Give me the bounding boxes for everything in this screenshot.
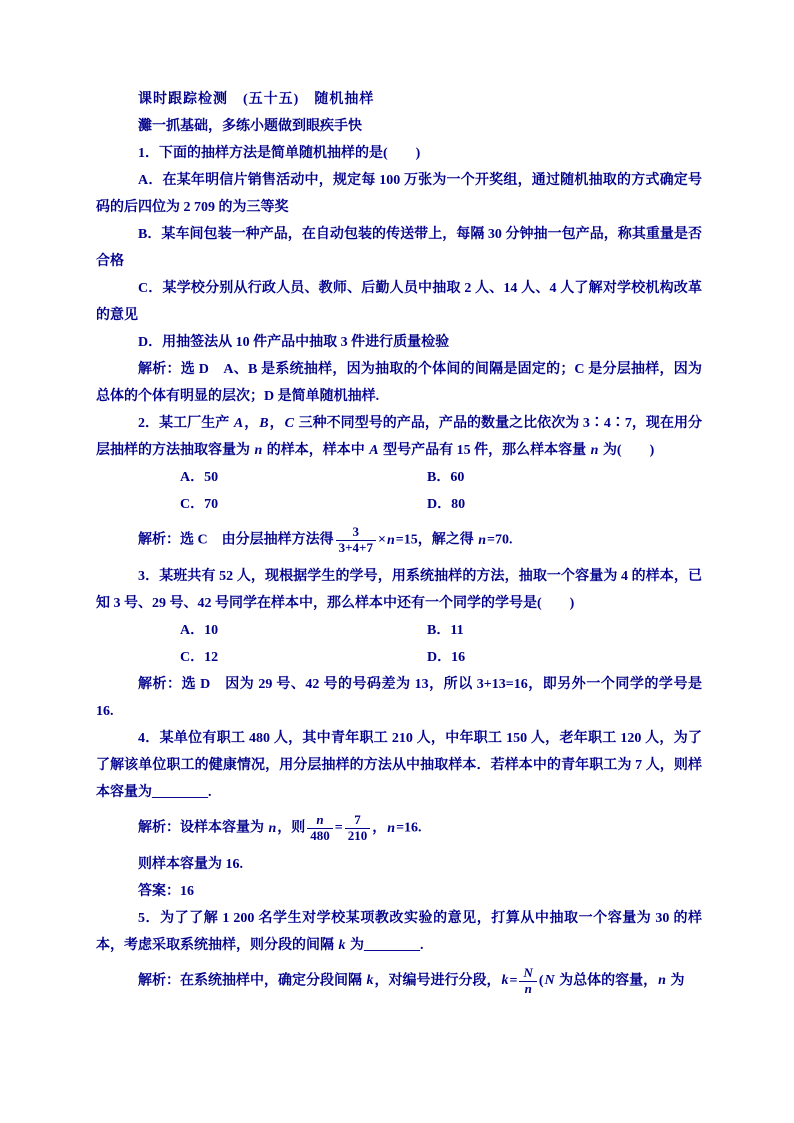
q2-option-row-ab bbox=[96, 464, 702, 491]
q2-analysis: 解析：选 C 由分层抽样方法得 $\frac{3}{3+4+7}$ ×n=15，解之得 n=70. bbox=[138, 524, 513, 555]
fraction: $\frac{n}{480}$ bbox=[307, 813, 333, 844]
q3-option-row-ab-left: A．10 bbox=[180, 622, 219, 638]
q4-conclusion: 则样本容量为 16. bbox=[138, 856, 243, 872]
q4-stem: 4．某单位有职工 480 人，其中青年职工 210 人，中年职工 150 人，老年职工 120 人，为了了解该单位职工的健康情况，用分层抽样的方法从中抽取样本．若样本中的青年职工为 7 人，则样本容量为________. bbox=[96, 730, 702, 800]
q2-stem: 2．某工厂生产 A，B，C 三种不同型号的产品，产品的数量之比依次为 3∶4∶7，现在用分层抽样的方法抽取容量为 n 的样本，样本中 A 型号产品有 15 件，那么样本容量 n 为( ) bbox=[96, 416, 703, 458]
math-variable: n bbox=[478, 532, 487, 548]
q2-option-row-ab-left: A．50 bbox=[180, 470, 219, 485]
document-content bbox=[96, 86, 702, 1004]
fraction: $\frac{N}{n}$ bbox=[519, 966, 536, 997]
math-variable: A bbox=[369, 443, 379, 458]
q3-option-row-ab-right: B．11 bbox=[427, 622, 464, 638]
q2-option-row-cd-left: C．70 bbox=[180, 497, 219, 512]
math-variable: k bbox=[338, 937, 346, 953]
section-subtitle: 灘一抓基础，多练小题做到眼疾手快 bbox=[138, 119, 362, 134]
q1-option-c: C．某学校分别从行政人员、教师、后勤人员中抽取 2 人、14 人、4 人了解对学校机构改革的意见 bbox=[96, 281, 702, 323]
fraction: $\frac{3}{3+4+7}$ bbox=[336, 525, 376, 556]
math-variable: n bbox=[658, 973, 666, 989]
q1-option-a: A．在某年明信片销售活动中，规定每 100 万张为一个开奖组，通过随机抽取的方式确定号码的后四位为 2 709 的为三等奖 bbox=[96, 173, 702, 215]
q1-option-b: B．某车间包装一种产品，在自动包装的传送带上，每隔 30 分钟抽一包产品，称其重量是否合格 bbox=[96, 227, 702, 269]
q3-option-row-cd-left: C．12 bbox=[180, 649, 219, 665]
q4-analysis: 解析：设样本容量为 n，则 $\frac{n}{480}$ = $\frac{7}{210}$ ，n=16. bbox=[138, 811, 422, 843]
math-variable: n bbox=[254, 443, 263, 458]
math-variable: k bbox=[501, 973, 509, 989]
fraction: $\frac{7}{210}$ bbox=[345, 813, 371, 844]
q4-answer: 答案：16 bbox=[138, 883, 194, 899]
q3-option-row-ab bbox=[96, 617, 702, 644]
math-variable: k bbox=[366, 973, 374, 989]
math-variable: n bbox=[387, 820, 396, 836]
q3-stem: 3．某班共有 52 人，现根据学生的学号，用系统抽样的方法，抽取一个容量为 4 的样本，已知 3 号、29 号、42 号同学在样本中，那么样本中还有一个同学的学号是( ) bbox=[96, 568, 702, 611]
math-variable: N bbox=[544, 973, 555, 989]
q2-option-row-cd bbox=[96, 491, 702, 518]
q1-analysis: 解析：选 D A、B 是系统抽样，因为抽取的个体间的间隔是固定的；C 是分层抽样，因为总体的个体有明显的层次；D 是简单随机抽样. bbox=[96, 362, 702, 404]
math-variable: n bbox=[590, 443, 599, 458]
math-variable: C bbox=[284, 416, 294, 431]
math-variable: n bbox=[268, 820, 277, 836]
q2-option-row-ab-right: B．60 bbox=[427, 470, 465, 485]
document-title: 课时跟踪检测 (五十五) 随机抽样 bbox=[138, 92, 375, 107]
q5-stem: 5．为了了解 1 200 名学生对学校某项教改实验的意见，打算从中抽取一个容量为 30 的样本，考虑采取系统抽样，则分段的间隔 k 为________. bbox=[96, 910, 702, 953]
q5-analysis: 解析：在系统抽样中，确定分段间隔 k，对编号进行分段，k= $\frac{N}{n}$ (N 为总体的容量，n 为 bbox=[138, 964, 685, 996]
math-variable: n bbox=[386, 532, 395, 548]
paragraph-list bbox=[96, 140, 702, 1004]
q3-option-row-cd bbox=[96, 644, 702, 671]
q1-option-d: D．用抽签法从 10 件产品中抽取 3 件进行质量检验 bbox=[138, 335, 450, 350]
math-variable: A bbox=[233, 416, 244, 431]
math-variable: B bbox=[259, 416, 269, 431]
q1-stem: 1．下面的抽样方法是简单随机抽样的是( ) bbox=[138, 146, 421, 161]
q3-analysis: 解析：选 D 因为 29 号、42 号的号码差为 13，所以 3+13=16，即另外一个同学的学号是 16. bbox=[96, 676, 702, 719]
q2-option-row-cd-right: D．80 bbox=[427, 497, 466, 512]
q3-option-row-cd-right: D．16 bbox=[427, 649, 466, 665]
